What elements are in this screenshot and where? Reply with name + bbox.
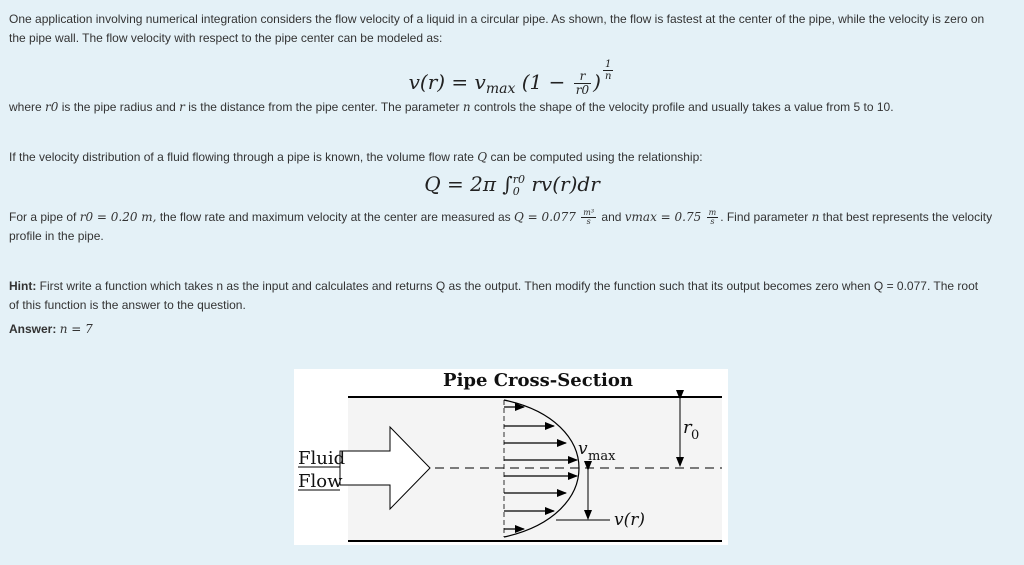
eq1-frac-den: r0 xyxy=(575,83,590,97)
eq1-fraction xyxy=(574,70,591,97)
pipe-line-1 xyxy=(9,208,1014,227)
pipe-text-c: and xyxy=(601,210,622,224)
known-q: Q xyxy=(477,150,488,164)
flow-rate-equation xyxy=(0,172,1024,198)
fluid-label: Fluid xyxy=(298,448,346,469)
eq2-integrand: rv(r)dr xyxy=(531,172,600,196)
intro-line-2: the pipe wall. The flow velocity with respect to the pipe center can be modeled as: xyxy=(9,31,443,45)
velocity-equation xyxy=(0,59,1024,97)
where-line xyxy=(9,98,1014,117)
where-text-c: is the distance from the pipe center. The parameter xyxy=(188,100,460,114)
eq1-lhs: v(r) = v xyxy=(408,70,486,94)
v-r-label: v(r) xyxy=(614,510,645,530)
pipe-q-unit xyxy=(581,209,596,226)
hint-line-2: of this function is the answer to the question. xyxy=(9,298,246,312)
pipe-q-unit-num: m³ xyxy=(583,208,595,218)
hint-line-1 xyxy=(9,277,1014,296)
where-text-b: is the pipe radius and xyxy=(61,100,176,114)
pipe-v-eq: vmax = 0.75 xyxy=(624,210,702,224)
eq2-text: Q = 2π ∫ xyxy=(424,172,513,196)
known-text-b: can be computed using the relationship: xyxy=(490,150,703,164)
intro-paragraph xyxy=(9,10,1014,48)
eq1-frac-num: r xyxy=(574,70,591,84)
eq1-exponent xyxy=(603,59,613,82)
flow-label: Flow xyxy=(298,471,343,492)
hint-text-1: First write a function which takes n as the input and calculates and returns Q as the output. Then modify the function such that its output becomes zero when Q = 0.077. The root xyxy=(39,279,979,293)
eq1-paren-open: (1 − xyxy=(521,70,566,94)
known-text-a: If the velocity distribution of a fluid flowing through a pipe is known, the volume flow rate xyxy=(9,150,474,164)
vmax-label-sub: max xyxy=(588,449,616,464)
where-text-a: where xyxy=(9,100,42,114)
pipe-diagram-svg xyxy=(294,369,728,545)
intro-line-1: One application involving numerical integration considers the flow velocity of a liquid in a circular pipe. As shown, the flow is fastest at the center of the pipe, while the velocity is zero on xyxy=(9,12,985,26)
eq1-lhs-sub: max xyxy=(485,81,516,97)
diagram-title: Pipe Cross-Section xyxy=(443,370,633,391)
where-text-d: controls the shape of the velocity profile and usually takes a value from 5 to 10. xyxy=(473,100,894,114)
pipe-q-unit-den: s xyxy=(586,217,591,227)
pipe-line-2: profile in the pipe. xyxy=(9,229,104,243)
hint-paragraph xyxy=(9,277,1014,315)
hint-label: Hint: xyxy=(9,279,37,293)
pipe-v-unit-den: s xyxy=(710,217,715,227)
eq1-exp-num: 1 xyxy=(603,59,613,71)
pipe-text-b: the flow rate and maximum velocity at the center are measured as xyxy=(159,210,511,224)
answer-value: n = 7 xyxy=(59,322,93,336)
eq1-exp-den: n xyxy=(604,71,612,82)
pipe-text-d: . Find parameter xyxy=(720,210,809,224)
answer-label: Answer: xyxy=(9,322,57,336)
answer-line xyxy=(9,320,1014,339)
pipe-v-unit-num: m xyxy=(708,208,717,218)
eq2-upper: r0 xyxy=(512,172,526,186)
eq1-paren-close: ) xyxy=(593,70,601,94)
pipe-n: n xyxy=(811,210,820,224)
pipe-text-a: For a pipe of xyxy=(9,210,77,224)
where-r: r xyxy=(179,100,185,114)
pipe-paragraph xyxy=(9,208,1014,246)
known-line xyxy=(9,148,1014,167)
pipe-r0-eq: r0 = 0.20 m, xyxy=(79,210,157,224)
r0-label-sub: 0 xyxy=(691,428,700,443)
pipe-cross-section-diagram xyxy=(294,369,728,545)
vmax-label-v: v xyxy=(578,439,588,459)
where-r0: r0 xyxy=(45,100,59,114)
pipe-q-eq: Q = 0.077 xyxy=(514,210,576,224)
pipe-v-unit xyxy=(707,209,719,226)
where-n: n xyxy=(462,100,471,114)
r0-label-r: r xyxy=(683,417,692,438)
pipe-text-e: that best represents the velocity xyxy=(822,210,993,224)
eq2-lower: 0 xyxy=(512,184,520,198)
